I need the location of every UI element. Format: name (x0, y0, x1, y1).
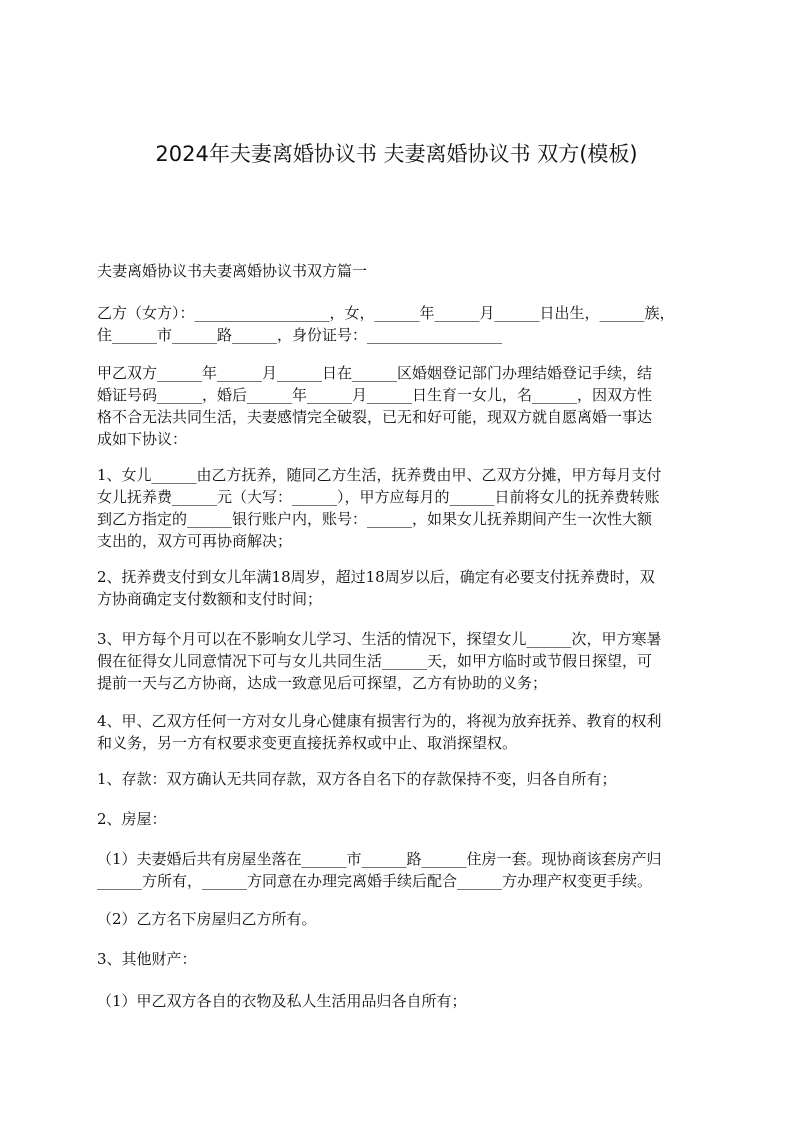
paragraph-house-heading (97, 808, 702, 830)
text-line: 夫妻离婚协议书夫妻离婚协议书双方篇一 (97, 262, 368, 280)
paragraph-item-4 (97, 710, 702, 754)
paragraph-house-2 (97, 908, 702, 930)
text-line: 住______市______路______，身份证号：__________________ (97, 326, 503, 344)
text-line: 2、抚养费支付到女儿年满18周岁，超过18周岁以后，确定有必要支付抚养费时，双 (97, 568, 655, 586)
text-line: 1、存款：双方确认无共同存款，双方各自名下的存款保持不变，归各自所有； (97, 770, 617, 788)
paragraph-other-heading (97, 948, 702, 970)
paragraph-item-1 (97, 464, 702, 552)
text-line: 甲乙双方______年______月______日在______区婚姻登记部门办理结婚登记手续，结 (97, 364, 653, 382)
paragraph-other-1 (97, 990, 702, 1012)
text-line: （1）甲乙双方各自的衣物及私人生活用品归各自所有； (97, 992, 467, 1010)
text-line: 和义务，另一方有权要求变更直接抚养权或中止、取消探望权。 (97, 734, 518, 752)
text-line: 3、甲方每个月可以在不影响女儿学习、生活的情况下，探望女儿______次，甲方寒暑 (97, 630, 662, 648)
text-line: 提前一天与乙方协商，达成一致意见后可探望，乙方有协助的义务； (97, 674, 548, 692)
text-line: 1、女儿______由乙方抚养，随同乙方生活，抚养费由甲、乙双方分摊，甲方每月支付 (97, 466, 662, 484)
text-line: 4、甲、乙双方任何一方对女儿身心健康有损害行为的，将视为放弃抚养、教育的权利 (97, 712, 662, 730)
text-line: 3、其他财产： (97, 950, 197, 968)
text-line: 2、房屋： (97, 810, 167, 828)
text-line: 到乙方指定的______银行账户内，账号：______，如果女儿抚养期间产生一次性大额 (97, 510, 653, 528)
text-line: （1）夫妻婚后共有房屋坐落在______市______路______住房一套。现协商该套房产归 (97, 850, 662, 868)
text-line: 女儿抚养费______元（大写：______），甲方应每月的______日前将女儿的抚养费转账 (97, 488, 660, 506)
text-line: （2）乙方名下房屋归乙方所有。 (97, 910, 317, 928)
paragraph-marriage (97, 362, 702, 450)
paragraph-house-1 (97, 848, 702, 892)
text-line: 方协商确定支付数额和支付时间； (97, 590, 323, 608)
text-line: 假在征得女儿同意情况下可与女儿共同生活______天，如甲方临时或节假日探望，可 (97, 652, 653, 670)
text-line: ______方所有，______方同意在办理完离婚手续后配合______方办理产权变更手续。 (97, 872, 653, 890)
text-line: 格不合无法共同生活，夫妻感情完全破裂，已无和好可能，现双方就自愿离婚一事达 (97, 408, 653, 426)
text-line: 乙方（女方）：__________________，女，______年______月______日出生，______族， (97, 304, 675, 322)
paragraph-party-b (97, 302, 702, 346)
paragraph-item-3 (97, 628, 702, 694)
paragraph-item-2 (97, 566, 702, 610)
text-line: 成如下协议： (97, 430, 188, 448)
text-line: 婚证号码______，婚后______年______月______日生育一女儿，名______，因双方性 (97, 386, 653, 404)
text-line: 支出的，双方可再协商解决； (97, 532, 293, 550)
document-title: 2024年夫妻离婚协议书 夫妻离婚协议书 双方(模板) (155, 142, 638, 166)
paragraph-heading (97, 260, 702, 282)
paragraph-deposit (97, 768, 702, 790)
